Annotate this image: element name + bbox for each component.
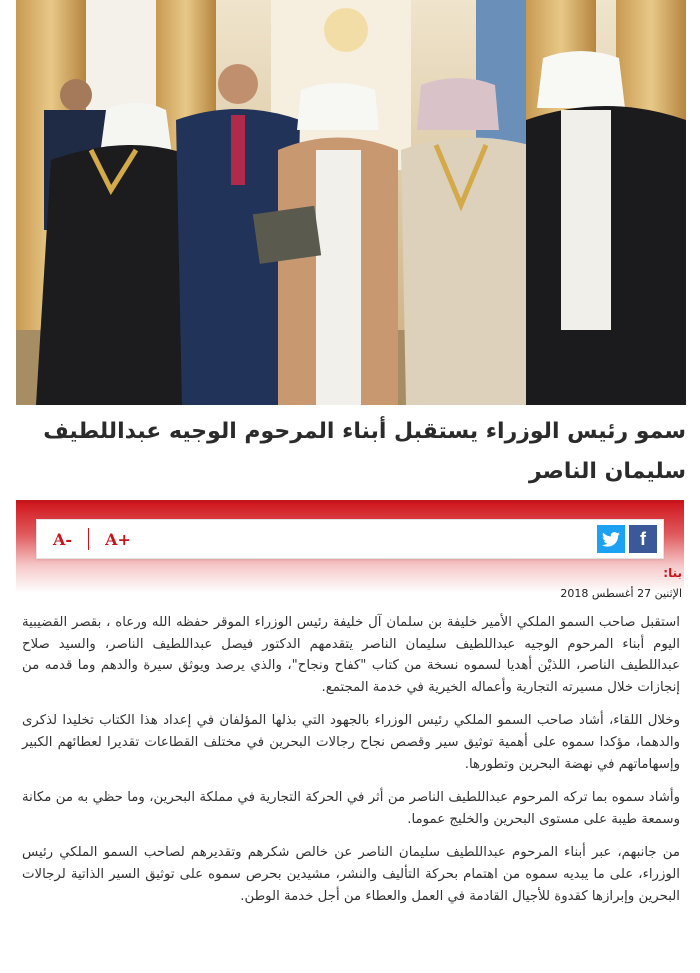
- font-size-controls: [49, 520, 135, 558]
- article-toolbar: [36, 519, 664, 559]
- share-buttons: [597, 525, 657, 553]
- article-body: [22, 612, 680, 919]
- font-decrease-button[interactable]: A-: [53, 529, 73, 549]
- facebook-icon: f: [640, 528, 646, 549]
- article-tools-panel: [16, 500, 684, 593]
- font-controls-divider: [88, 528, 89, 550]
- font-increase-button[interactable]: A+: [105, 529, 131, 549]
- article-photo: [16, 0, 686, 405]
- article-paragraph: وأشاد سموه بما تركه المرحوم عبداللطيف الناصر من أثر في الحركة التجارية في مملكة البحرين، وما حظي به من مكانة وسمعة طيبة على مستوى البحرين والخليج عموما.: [22, 790, 680, 827]
- article-paragraph: من جانبهم، عبر أبناء المرحوم عبداللطيف سليمان الناصر عن خالص شكرهم وتقديرهم لصاحب السمو الملكي رئيس الوزراء، على ما يبديه سموه من اهتمام بحركة التأليف والنشر، مشيدين بحرص سموه على توثيق السير الذاتية لرجالات البحرين وإبرازها كقدوة للأجيال القادمة في العمل والعطاء من أجل خدمة الوطن.: [22, 845, 680, 904]
- article-headline: سمو رئيس الوزراء يستقبل أبناء المرحوم الوجيه عبداللطيف سليمان الناصر: [43, 419, 686, 484]
- news-source: بنا:: [663, 566, 682, 580]
- facebook-share-button[interactable]: [629, 525, 657, 553]
- article-paragraph: استقبل صاحب السمو الملكي الأمير خليفة بن سلمان آل خليفة رئيس الوزراء الموقر حفظه الله ورعاه ، بقصر القضيبية اليوم أبناء المرحوم الوجيه عبداللطيف سليمان الناصر يتقدمهم الدكتور فيصل عبداللطيف الناصر، والسيد صلاح عبداللطيف الناصر، اللذيْن أهديا لسموه نسخة من كتاب "كفاح ونجاح"، والذي يرصد ويوثق سيرة والدهم وما قدمه من إنجازات خلال مسيرته التجارية وأعماله الخيرية في خدمة المجتمع.: [22, 615, 680, 695]
- twitter-share-button[interactable]: [597, 525, 625, 553]
- twitter-icon: [602, 532, 620, 547]
- publish-date: الإثنين 27 أغسطس 2018: [560, 587, 682, 600]
- article-paragraph: وخلال اللقاء، أشاد صاحب السمو الملكي رئيس الوزراء بالجهود التي بذلها المؤلفان في إعداد هذا الكتاب تخليدا لذكرى والدهما، مؤكدا سموه على أهمية توثيق سير وقصص نجاح رجالات البحرين في مختلف القطاعات تقديرا لعطائهم الكبير وإسهاماتهم في نهضة البحرين وتطورها.: [22, 713, 680, 772]
